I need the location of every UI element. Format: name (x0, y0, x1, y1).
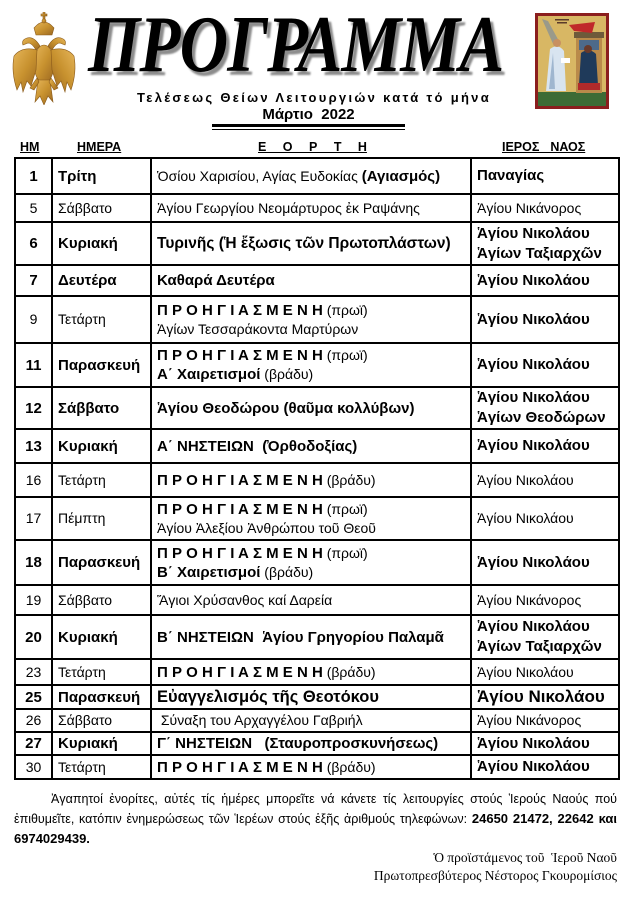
day-number-cell: 20 (15, 615, 52, 659)
day-number-cell: 19 (15, 585, 52, 615)
schedule-row (15, 585, 619, 615)
feast-line (157, 167, 465, 186)
double-headed-eagle-icon (10, 12, 80, 105)
feast-text: (βράδυ) (322, 471, 376, 488)
weekday-cell: Σάββατο (52, 194, 151, 222)
church-cell (471, 463, 619, 497)
feast-text: (πρωϊ) (322, 500, 368, 517)
schedule-row (15, 540, 619, 585)
church-cell (471, 732, 619, 755)
feast-line (157, 519, 465, 538)
weekday-cell: Σάββατο (52, 387, 151, 429)
feast-line (157, 500, 465, 519)
day-number-cell: 1 (15, 158, 52, 194)
church-name: Ἁγίου Νικολάου (477, 758, 590, 775)
feast-text: Γ΄ ΝΗΣΤΕΙΩΝ (Σταυροπροσκυνήσεως) (157, 735, 439, 752)
day-number-cell: 5 (15, 194, 52, 222)
church-name: Ἁγίου Νικολάου (477, 471, 574, 488)
feast-line (157, 437, 465, 456)
church-cell (471, 296, 619, 343)
feast-text: Ἁγίου Ἀλεξίου Ἀνθρώπου τοῦ Θεοῦ (157, 519, 376, 536)
page-title: ΠΡΟΓΡΑΜΜΑ (88, 1, 504, 89)
day-number-cell: 17 (15, 497, 52, 540)
weekday-cell: Τετάρτη (52, 755, 151, 779)
church-cell (471, 685, 619, 709)
feast-line (157, 711, 465, 730)
day-number-cell: 11 (15, 343, 52, 387)
feast-text: Εὐαγγελισμός τῆς Θεοτόκου (157, 687, 379, 706)
feast-cell (151, 659, 471, 685)
phone-numbers: 24650 21472, 22642 και 6974029439. (14, 811, 617, 846)
signature-title: Ὁ προϊστάμενος τοῦ Ἱεροῦ Ναοῦ (433, 850, 617, 865)
feast-line (157, 320, 465, 339)
church-name: Ἁγίου Νικολάου (477, 271, 590, 289)
feast-text: Π Ρ Ο Η Γ Ι Α Σ Μ Ε Ν Η (157, 301, 323, 319)
church-name: Ἁγίου Νικάνορος (477, 712, 582, 728)
church-name: Ἁγίου Νικάνορος (477, 199, 582, 216)
schedule-row (15, 158, 619, 194)
feast-text: Ἅγιοι Χρύσανθος καί Δαρεία (157, 591, 333, 608)
church-name: Ἁγίου Νικολάου (477, 310, 590, 328)
weekday-cell: Κυριακή (52, 732, 151, 755)
church-cell (471, 540, 619, 585)
feast-cell (151, 194, 471, 222)
weekday-cell: Κυριακή (52, 615, 151, 659)
church-name: Ἁγίων Ταξιαρχῶν (477, 638, 602, 655)
feast-text: Β΄ ΝΗΣΤΕΙΩΝ Ἁγίου Γρηγορίου Παλαμᾶ (157, 628, 444, 646)
month-label: Μάρτιο 2022 (262, 106, 355, 123)
schedule-row (15, 659, 619, 685)
feast-line (157, 758, 465, 777)
day-number-cell: 7 (15, 265, 52, 296)
schedule-row (15, 615, 619, 659)
column-header-weekday: ΗΜΕΡΑ (77, 140, 122, 154)
church-name: Ἁγίου Νικολάου (477, 356, 590, 373)
church-cell (471, 709, 619, 732)
column-header-church: ΙΕΡΟΣ ΝΑΟΣ (502, 140, 586, 154)
feast-text: Ὁσίου Χαρισίου, Αγίας Ευδοκίας (157, 167, 362, 184)
signature-name: Πρωτοπρεσβύτερος Νέστορος Γκουρομίσιος (373, 868, 617, 883)
church-cell (471, 429, 619, 463)
feast-line (157, 544, 465, 563)
church-name: Ἁγίου Νικολάου (477, 687, 605, 706)
feast-line (157, 628, 465, 647)
day-number-cell: 12 (15, 387, 52, 429)
feast-text: Τυρινῆς (Ἡ ἔξωσις τῶν Πρωτοπλάστων) (157, 235, 451, 252)
feast-cell (151, 343, 471, 387)
feast-line (157, 301, 465, 320)
church-name: Ἁγίου Νικολάου (477, 553, 590, 571)
schedule-row (15, 463, 619, 497)
day-number-cell: 16 (15, 463, 52, 497)
day-number-cell: 13 (15, 429, 52, 463)
church-cell (471, 343, 619, 387)
church-cell (471, 158, 619, 194)
feast-line (157, 591, 465, 610)
schedule-row (15, 732, 619, 755)
weekday-cell: Τετάρτη (52, 463, 151, 497)
day-number-cell: 9 (15, 296, 52, 343)
feast-text: Ἁγίου Γεωργίου Νεομάρτυρος ἐκ Ραψάνης (157, 199, 420, 216)
signature-block (14, 849, 617, 885)
schedule-body (15, 158, 619, 779)
weekday-cell: Παρασκευή (52, 685, 151, 709)
church-name: Ἁγίων Θεοδώρων (477, 409, 606, 426)
schedule-row (15, 296, 619, 343)
schedule-table (14, 157, 620, 780)
church-cell (471, 755, 619, 779)
schedule-row (15, 343, 619, 387)
church-name: Ἁγίου Νικάνορος (477, 591, 582, 608)
weekday-cell: Παρασκευή (52, 343, 151, 387)
church-name: Ἁγίου Νικολάου (477, 734, 590, 752)
feast-cell (151, 429, 471, 463)
church-name: Ἁγίου Νικολάου (477, 618, 590, 635)
schedule-row (15, 755, 619, 779)
weekday-cell: Σάββατο (52, 709, 151, 732)
feast-line (157, 346, 465, 365)
day-number-cell: 30 (15, 755, 52, 779)
feast-cell (151, 709, 471, 732)
feast-line (157, 199, 465, 218)
schedule-row (15, 265, 619, 296)
feast-cell (151, 540, 471, 585)
feast-text: Α΄ Χαιρετισμοί (157, 366, 261, 383)
notice-text: Ἀγαπητοί ἐνορίτες, αὐτές τίς ἡμέρες μπορεῖτε νά κάνετε τίς λειτουργίες στούς Ἱερούς Ναούς πού ἐπιθυμεῖτε, κατόπιν ἐνημερώσεως τῶν Ἱερέων στούς ἑξῆς ἀριθμούς τηλεφώνων: (14, 792, 617, 826)
feast-cell (151, 463, 471, 497)
feast-text: Ἁγίου Θεοδώρου (θαῦμα κολλύβων) (157, 399, 415, 417)
church-cell (471, 387, 619, 429)
feast-text: (βράδυ) (322, 663, 376, 680)
feast-text: Σύναξη του Αρχαγγέλου Γαβριήλ (157, 712, 363, 728)
weekday-cell: Κυριακή (52, 222, 151, 265)
day-number-cell: 23 (15, 659, 52, 685)
church-name: Ἁγίου Νικολάου (477, 389, 590, 406)
feast-text: Π Ρ Ο Η Γ Ι Α Σ Μ Ε Ν Η (157, 663, 323, 681)
church-name: Ἁγίου Νικολάου (477, 510, 574, 526)
column-header-feast: Ε Ο Ρ Τ Η (258, 140, 367, 154)
feast-line (157, 663, 465, 682)
church-cell (471, 497, 619, 540)
schedule-row (15, 685, 619, 709)
schedule-row (15, 429, 619, 463)
feast-cell (151, 732, 471, 755)
feast-cell (151, 158, 471, 194)
feast-text: Π Ρ Ο Η Γ Ι Α Σ Μ Ε Ν Η (157, 758, 323, 776)
schedule-and-footer (14, 157, 618, 885)
feast-line (157, 734, 465, 753)
day-number-cell: 6 (15, 222, 52, 265)
feast-text: (Αγιασμός) (361, 167, 441, 185)
church-cell (471, 659, 619, 685)
month-underline (212, 124, 405, 127)
feast-text: Ἁγίων Τεσσαράκοντα Μαρτύρων (157, 320, 359, 337)
feast-cell (151, 755, 471, 779)
feast-text: (βράδυ) (260, 563, 314, 580)
feast-line (157, 563, 465, 582)
weekday-cell: Παρασκευή (52, 540, 151, 585)
feast-text: Π Ρ Ο Η Γ Ι Α Σ Μ Ε Ν Η (157, 544, 323, 562)
feast-text: Α΄ ΝΗΣΤΕΙΩΝ (Ὀρθοδοξίας) (157, 437, 358, 455)
day-number-cell: 18 (15, 540, 52, 585)
feast-line (157, 234, 465, 253)
feast-text: (πρωϊ) (322, 347, 368, 363)
schedule-row (15, 387, 619, 429)
schedule-row (15, 497, 619, 540)
feast-cell (151, 685, 471, 709)
church-name: Ἁγίου Νικολάου (477, 663, 574, 680)
feast-cell (151, 497, 471, 540)
church-name: Ἁγίων Ταξιαρχῶν (477, 244, 602, 262)
church-cell (471, 222, 619, 265)
feast-text: (βράδυ) (322, 758, 376, 775)
weekday-cell: Τετάρτη (52, 659, 151, 685)
feast-text: Καθαρά Δευτέρα (157, 272, 275, 289)
feast-cell (151, 615, 471, 659)
feast-cell (151, 222, 471, 265)
church-name: Παναγίας (477, 167, 545, 184)
annunciation-icon (535, 13, 609, 109)
church-cell (471, 585, 619, 615)
feast-cell (151, 387, 471, 429)
church-name: Ἁγίου Νικολάου (477, 224, 590, 242)
column-header-day: ΗΜ (20, 140, 40, 154)
day-number-cell: 26 (15, 709, 52, 732)
page-subtitle: Τελέσεως Θείων Λειτουργιών κατά τό μήνα (136, 90, 492, 105)
church-cell (471, 194, 619, 222)
weekday-cell: Δευτέρα (52, 265, 151, 296)
church-cell (471, 615, 619, 659)
weekday-cell: Κυριακή (52, 429, 151, 463)
weekday-cell: Τετάρτη (52, 296, 151, 343)
church-cell (471, 265, 619, 296)
feast-line (157, 688, 465, 707)
feast-cell (151, 585, 471, 615)
feast-line (157, 471, 465, 490)
feast-text: (πρωϊ) (322, 301, 368, 318)
feast-line (157, 399, 465, 418)
day-number-cell: 25 (15, 685, 52, 709)
weekday-cell: Πέμπτη (52, 497, 151, 540)
footer-notice (14, 790, 617, 849)
schedule-row (15, 222, 619, 265)
weekday-cell: Σάββατο (52, 585, 151, 615)
month-underline-thin (212, 129, 405, 130)
feast-text: (πρωϊ) (322, 544, 368, 561)
schedule-row (15, 709, 619, 732)
day-number-cell: 27 (15, 732, 52, 755)
weekday-cell: Τρίτη (52, 158, 151, 194)
feast-line (157, 271, 465, 290)
feast-cell (151, 296, 471, 343)
feast-text: Π Ρ Ο Η Γ Ι Α Σ Μ Ε Ν Η (157, 471, 323, 489)
feast-text: Β΄ Χαιρετισμοί (157, 563, 261, 581)
schedule-row (15, 194, 619, 222)
feast-text: (βράδυ) (260, 366, 314, 382)
feast-cell (151, 265, 471, 296)
feast-line (157, 365, 465, 384)
feast-text: Π Ρ Ο Η Γ Ι Α Σ Μ Ε Ν Η (157, 347, 323, 364)
feast-text: Π Ρ Ο Η Γ Ι Α Σ Μ Ε Ν Η (157, 500, 323, 518)
church-name: Ἁγίου Νικολάου (477, 437, 590, 454)
